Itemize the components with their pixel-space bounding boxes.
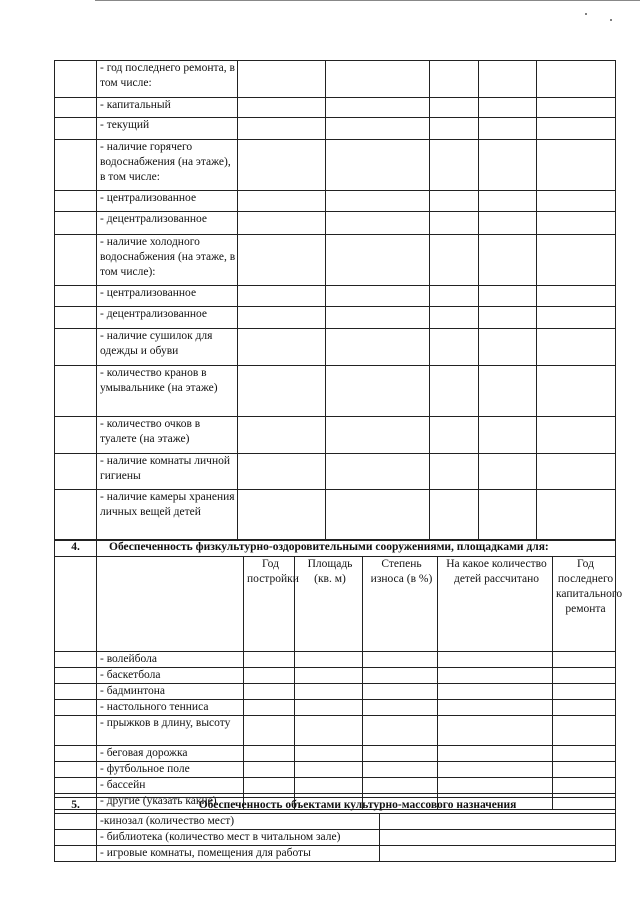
empty-cell xyxy=(479,118,537,140)
row-label: - библиотека (количество мест в читальном зале) xyxy=(97,830,380,846)
empty-cell xyxy=(55,366,97,417)
empty-cell xyxy=(295,716,363,746)
empty-cell xyxy=(326,454,430,490)
table-row xyxy=(55,212,616,235)
empty-cell xyxy=(479,98,537,118)
empty-cell xyxy=(438,700,553,716)
scan-speck xyxy=(585,13,587,15)
empty-cell xyxy=(479,490,537,541)
empty-cell xyxy=(438,668,553,684)
empty-cell xyxy=(553,684,616,700)
table-row xyxy=(55,366,616,417)
empty-cell xyxy=(363,778,438,794)
empty-cell xyxy=(244,762,295,778)
table-row xyxy=(55,746,616,762)
empty-cell xyxy=(430,454,479,490)
header-capacity: На какое количество детей рассчитано xyxy=(438,557,553,652)
empty-cell xyxy=(479,191,537,212)
empty-cell xyxy=(479,140,537,191)
empty-cell xyxy=(238,329,326,366)
row-label: - другие (указать какие) xyxy=(97,794,244,810)
empty-cell xyxy=(55,118,97,140)
empty-cell xyxy=(438,746,553,762)
empty-cell xyxy=(363,652,438,668)
section5-table xyxy=(54,797,616,862)
row-label: - децентрализованное xyxy=(97,212,238,235)
row-label: - игровые комнаты, помещения для работы xyxy=(97,846,380,862)
empty-cell xyxy=(430,118,479,140)
table-row xyxy=(55,778,616,794)
empty-cell xyxy=(479,235,537,286)
row-label: - наличие холодного водоснабжения (на этаже, в том числе): xyxy=(97,235,238,286)
empty-cell xyxy=(55,307,97,329)
empty-cell xyxy=(238,140,326,191)
empty-cell xyxy=(537,307,616,329)
table-row xyxy=(55,286,616,307)
empty-cell xyxy=(430,98,479,118)
empty-cell xyxy=(55,417,97,454)
empty-cell xyxy=(380,830,616,846)
empty-cell xyxy=(55,329,97,366)
section4-number: 4. xyxy=(55,540,97,557)
empty-cell xyxy=(55,716,97,746)
empty-cell xyxy=(479,417,537,454)
empty-cell xyxy=(537,366,616,417)
empty-cell xyxy=(55,140,97,191)
row-label: - волейбола xyxy=(97,652,244,668)
empty-cell xyxy=(244,778,295,794)
row-label: - количество очков в туалете (на этаже) xyxy=(97,417,238,454)
empty-cell xyxy=(295,746,363,762)
empty-cell xyxy=(553,716,616,746)
empty-cell xyxy=(55,700,97,716)
empty-cell xyxy=(537,61,616,98)
empty-cell xyxy=(430,61,479,98)
empty-cell xyxy=(553,778,616,794)
row-label: - год последнего ремонта, в том числе: xyxy=(97,61,238,98)
row-label: - баскетбола xyxy=(97,668,244,684)
empty-cell xyxy=(238,235,326,286)
empty-cell xyxy=(326,329,430,366)
section3-table xyxy=(54,60,616,541)
empty-cell xyxy=(238,307,326,329)
row-label: - футбольное поле xyxy=(97,762,244,778)
empty-cell xyxy=(537,286,616,307)
empty-cell xyxy=(238,490,326,541)
empty-cell xyxy=(537,140,616,191)
empty-cell xyxy=(238,286,326,307)
table-row xyxy=(55,652,616,668)
row-label: - количество кранов в умывальнике (на этаже) xyxy=(97,366,238,417)
empty-cell xyxy=(244,668,295,684)
table-row xyxy=(55,814,616,830)
empty-cell xyxy=(238,212,326,235)
empty-cell xyxy=(438,762,553,778)
empty-cell xyxy=(238,191,326,212)
row-label: - наличие комнаты личной гигиены xyxy=(97,454,238,490)
empty-cell xyxy=(553,746,616,762)
empty-cell xyxy=(55,235,97,286)
empty-cell xyxy=(55,814,97,830)
header-wear: Степень износа (в %) xyxy=(363,557,438,652)
section5-number: 5. xyxy=(55,798,97,814)
empty-cell xyxy=(295,778,363,794)
empty-cell xyxy=(553,762,616,778)
row-label: - капитальный xyxy=(97,98,238,118)
empty-cell xyxy=(479,307,537,329)
top-edge-line xyxy=(95,0,640,1)
empty-cell xyxy=(55,846,97,862)
table-row xyxy=(55,329,616,366)
empty-cell xyxy=(326,307,430,329)
empty-cell xyxy=(537,329,616,366)
empty-cell xyxy=(55,98,97,118)
table-row xyxy=(55,98,616,118)
table-row xyxy=(55,191,616,212)
empty-cell xyxy=(363,700,438,716)
table-row xyxy=(55,235,616,286)
table-row xyxy=(55,762,616,778)
empty-cell xyxy=(244,716,295,746)
empty-cell xyxy=(295,668,363,684)
table-row xyxy=(55,454,616,490)
empty-cell xyxy=(55,652,97,668)
row-label: - наличие горячего водоснабжения (на этаже), в том числе: xyxy=(97,140,238,191)
empty-cell xyxy=(363,762,438,778)
empty-cell xyxy=(363,716,438,746)
table-row xyxy=(55,684,616,700)
empty-cell xyxy=(380,846,616,862)
header-year-built: Год постройки xyxy=(244,557,295,652)
row-label: - настольного тенниса xyxy=(97,700,244,716)
empty-cell xyxy=(238,417,326,454)
empty-cell xyxy=(326,98,430,118)
empty-cell xyxy=(430,140,479,191)
row-label: - бадминтона xyxy=(97,684,244,700)
row-label: - наличие сушилок для одежды и обуви xyxy=(97,329,238,366)
empty-cell xyxy=(430,191,479,212)
empty-cell xyxy=(363,668,438,684)
empty-cell xyxy=(380,814,616,830)
empty-cell xyxy=(438,684,553,700)
empty-cell xyxy=(55,668,97,684)
empty-cell xyxy=(537,235,616,286)
empty-cell xyxy=(430,307,479,329)
empty-cell xyxy=(438,778,553,794)
empty-cell xyxy=(553,668,616,684)
empty-cell xyxy=(479,286,537,307)
empty-cell xyxy=(537,454,616,490)
empty-cell xyxy=(55,684,97,700)
empty-cell xyxy=(244,652,295,668)
empty-cell xyxy=(326,286,430,307)
empty-cell xyxy=(244,746,295,762)
empty-cell xyxy=(238,454,326,490)
empty-cell xyxy=(326,417,430,454)
empty-cell xyxy=(430,286,479,307)
empty-cell xyxy=(537,98,616,118)
row-label: - бассейн xyxy=(97,778,244,794)
table-row xyxy=(55,668,616,684)
table-row xyxy=(55,700,616,716)
empty-cell xyxy=(537,118,616,140)
table-row xyxy=(55,118,616,140)
empty-cell xyxy=(438,652,553,668)
empty-cell xyxy=(553,700,616,716)
table-row xyxy=(55,716,616,746)
row-label: - текущий xyxy=(97,118,238,140)
empty-cell xyxy=(479,61,537,98)
row-label: - беговая дорожка xyxy=(97,746,244,762)
empty-cell xyxy=(295,652,363,668)
empty-cell xyxy=(295,684,363,700)
table-row xyxy=(55,830,616,846)
section4-table xyxy=(54,539,623,810)
empty-cell xyxy=(363,684,438,700)
empty-cell xyxy=(479,366,537,417)
empty-cell xyxy=(326,118,430,140)
table-row xyxy=(55,417,616,454)
scan-speck xyxy=(610,19,612,21)
empty-cell xyxy=(295,762,363,778)
empty-cell xyxy=(479,212,537,235)
table-row xyxy=(55,846,616,862)
empty-cell xyxy=(537,212,616,235)
empty-cell xyxy=(326,490,430,541)
empty-cell xyxy=(326,366,430,417)
empty-cell xyxy=(244,684,295,700)
empty-cell xyxy=(55,830,97,846)
empty-cell xyxy=(55,454,97,490)
table-row xyxy=(55,490,616,541)
header-area: Площадь (кв. м) xyxy=(295,557,363,652)
empty-cell xyxy=(238,98,326,118)
empty-cell xyxy=(238,61,326,98)
section5-title: Обеспеченность объектами культурно-массового назначения xyxy=(97,798,616,814)
empty-cell xyxy=(326,191,430,212)
empty-cell xyxy=(244,700,295,716)
row-label: - децентрализованное xyxy=(97,307,238,329)
empty-cell xyxy=(430,235,479,286)
row-label: - наличие камеры хранения личных вещей детей xyxy=(97,490,238,541)
empty-cell xyxy=(430,490,479,541)
row-label: -кинозал (количество мест) xyxy=(97,814,380,830)
empty-cell xyxy=(479,329,537,366)
empty-cell xyxy=(537,417,616,454)
empty-cell xyxy=(55,191,97,212)
empty-cell xyxy=(537,490,616,541)
header-last-repair: Год последнего капитального ремонта xyxy=(553,557,616,652)
table-row xyxy=(55,307,616,329)
empty-cell xyxy=(326,140,430,191)
row-label: - централизованное xyxy=(97,191,238,212)
empty-cell xyxy=(55,746,97,762)
empty-cell xyxy=(430,212,479,235)
empty-cell xyxy=(553,652,616,668)
empty-cell xyxy=(430,366,479,417)
empty-cell xyxy=(295,700,363,716)
empty-cell xyxy=(363,746,438,762)
row-label: - централизованное xyxy=(97,286,238,307)
empty-cell xyxy=(55,490,97,541)
empty-cell xyxy=(238,366,326,417)
empty-cell xyxy=(55,778,97,794)
empty-cell xyxy=(438,716,553,746)
empty-cell xyxy=(55,286,97,307)
section4-title: Обеспеченность физкультурно-оздоровительными сооружениями, площадками для: xyxy=(97,540,616,557)
empty-cell xyxy=(537,191,616,212)
table-row xyxy=(55,140,616,191)
empty-cell xyxy=(55,212,97,235)
empty-cell xyxy=(55,762,97,778)
empty-cell xyxy=(238,118,326,140)
empty-cell xyxy=(430,417,479,454)
empty-cell xyxy=(326,235,430,286)
empty-cell xyxy=(479,454,537,490)
row-label: - прыжков в длину, высоту xyxy=(97,716,244,746)
empty-cell xyxy=(326,212,430,235)
empty-cell xyxy=(326,61,430,98)
empty-cell xyxy=(55,61,97,98)
table-row xyxy=(55,61,616,98)
empty-cell xyxy=(430,329,479,366)
